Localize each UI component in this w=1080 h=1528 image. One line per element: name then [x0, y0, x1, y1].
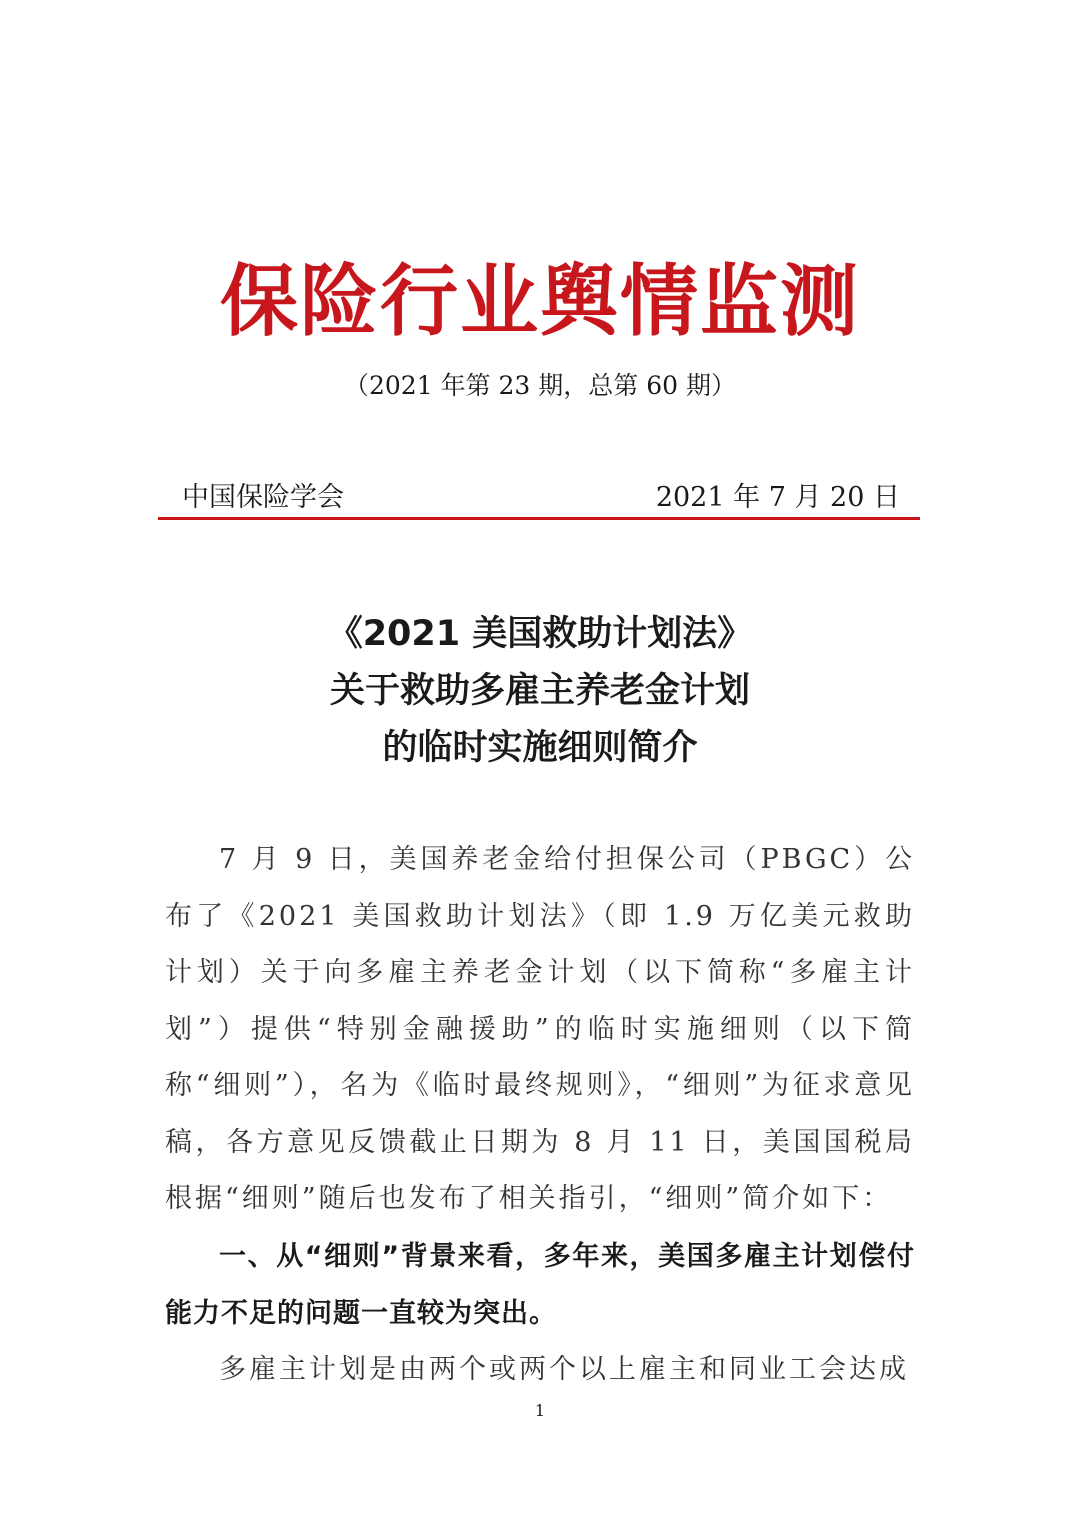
page-number: 1 — [534, 1401, 546, 1420]
issue-number: （2021 年第 23 期，总第 60 期） — [344, 371, 736, 400]
masthead-title: 保险行业舆情监测 — [219, 257, 860, 347]
body-paragraph: 7 月 9 日，美国养老金给付担保公司（PBGC）公布了《2021 美国救助计划法》（即 1.9 万亿美元救助计划）关于向多雇主养老金计划（以下简称“多雇主计划”）提供“特别金融援助”的临时实施细则（以下简称“细则”），名为《临时最终规则》，“细则”为征求意见稿，各方意见反馈截止日期为 8 月 11 日，美国国税局根据“细则”随后也发布了相关指引，“细则”简介如下： — [165, 844, 915, 1214]
publish-date: 2021 年 7 月 20 日 — [655, 482, 900, 513]
article-title-line: 的临时实施细则简介 — [382, 728, 698, 768]
publisher-date-row — [182, 480, 900, 516]
publisher-name: 中国保险学会 — [182, 482, 344, 513]
body-paragraph: 多雇主计划是由两个或两个以上雇主和同业工会达成 — [219, 1353, 909, 1385]
article-title — [0, 606, 1080, 777]
section-heading: 一、从“细则”背景来看，多年来，美国多雇主计划偿付能力不足的问题一直较为突出。 — [165, 1240, 915, 1329]
article-title-line: 关于救助多雇主养老金计划 — [329, 671, 750, 711]
header-divider — [158, 517, 920, 520]
article-title-line: 《2021 美国救助计划法》 — [327, 614, 753, 654]
article-body — [165, 832, 915, 1398]
